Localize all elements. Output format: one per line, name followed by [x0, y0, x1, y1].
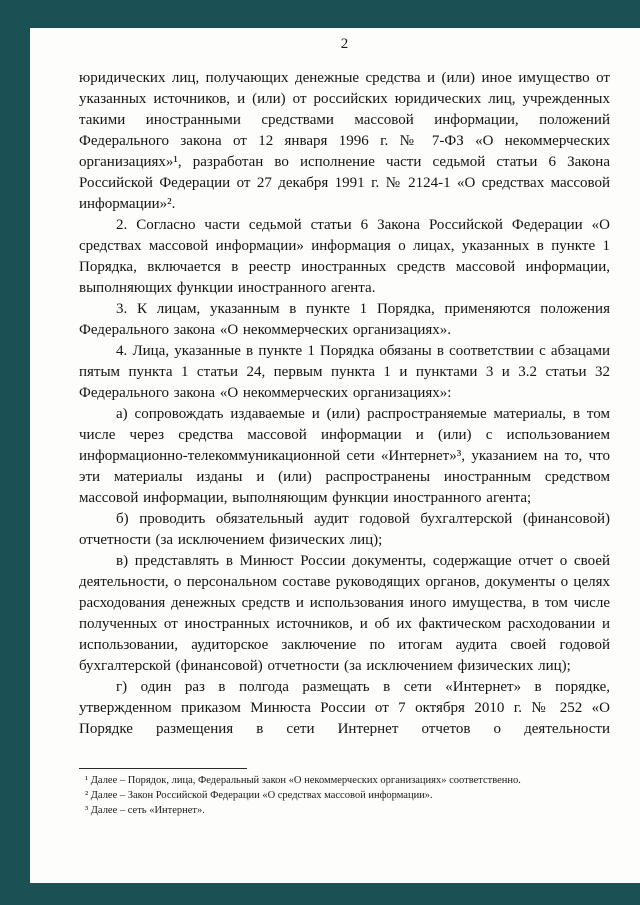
page-number: 2 [340, 36, 349, 52]
footnote: ¹ Далее – Порядок, лица, Федеральный закон «О некоммерческих организациях» соответственно. [85, 775, 521, 786]
footnotes-section [79, 768, 610, 819]
paragraph: г) один раз в полгода размещать в сети «Интернет» в порядке, утвержденном приказом Минюста России от 7 октября 2010 г. № 252 «О Порядке размещения в сети Интернет отчетов о деятельности [79, 679, 610, 737]
footnote-separator [79, 768, 247, 769]
paragraph: 3. К лицам, указанным в пункте 1 Порядка, применяются положения Федерального закона «О некоммерческих организациях». [79, 301, 610, 338]
paragraph: юридических лиц, получающих денежные средства и (или) иное имущество от указанных источников, и (или) от российских юридических лиц, учрежденных такими иностранными средствами массовой информации, положений Федерального закона от 12 января 1996 г. № 7-ФЗ «О некоммерческих организациях»¹, разработан во исполнение части седьмой статьи 6 Закона Российской Федерации от 27 декабря 1991 г. № 2124-1 «О средствах массовой информации»². [79, 70, 610, 212]
document-page [30, 28, 640, 883]
paragraph: 2. Согласно части седьмой статьи 6 Закона Российской Федерации «О средствах массовой информации» информация о лицах, указанных в пункте 1 Порядка, включается в реестр иностранных средств массовой информации, выполняющих функции иностранного агента. [79, 217, 610, 296]
footnote: ² Далее – Закон Российской Федерации «О средствах массовой информации». [85, 790, 433, 801]
document-body [79, 68, 610, 766]
footnote: ³ Далее – сеть «Интернет». [85, 805, 205, 816]
paragraph: а) сопровождать издаваемые и (или) распространяемые материалы, в том числе через средства массовой информации и (или) с использованием информационно-телекоммуникационной сети «Интернет»³, указанием на то, что эти материалы изданы и (или) распространены иностранным средством массовой информации, выполняющим функции иностранного агента; [79, 406, 610, 506]
paragraph: 4. Лица, указанные в пункте 1 Порядка обязаны в соответствии с абзацами пятым пункта 1 статьи 24, первым пункта 1 и пунктами 3 и 3.2 статьи 32 Федерального закона «О некоммерческих организациях»: [79, 343, 610, 401]
paragraph: б) проводить обязательный аудит годовой бухгалтерской (финансовой) отчетности (за исключением физических лиц); [79, 511, 610, 548]
paragraph: в) представлять в Минюст России документы, содержащие отчет о своей деятельности, о персональном составе руководящих органов, документы о целях расходования денежных средств и использования иного имущества, в том числе полученных от иностранных источников, и об их фактическом расходовании и использовании, аудиторское заключение по итогам аудита своей годовой бухгалтерской (финансовой) отчетности (за исключением физических лиц); [79, 553, 610, 674]
